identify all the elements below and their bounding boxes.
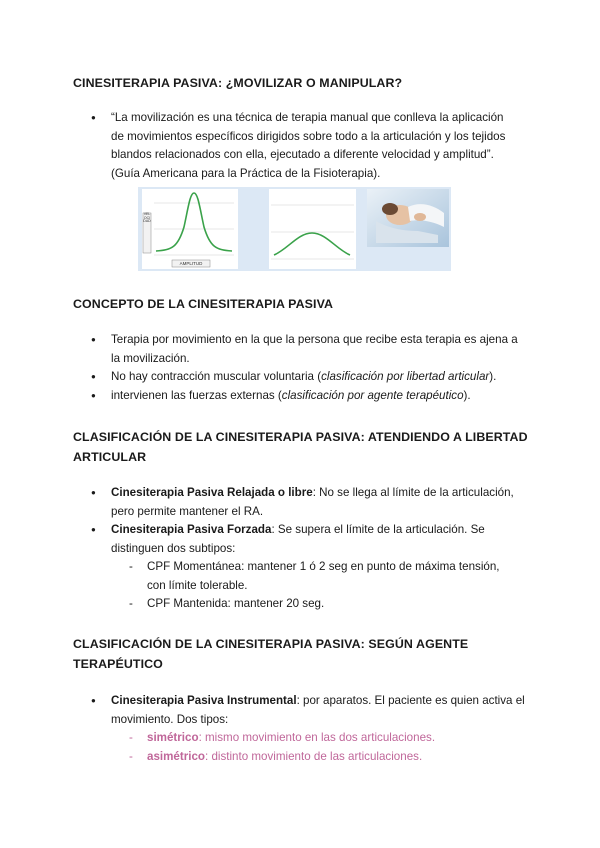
term-asimetrico: asimétrico [147, 749, 205, 763]
forzada-desc-1: : Se supera el límite de la articulación. Se [271, 523, 485, 536]
forzada-desc-2: distinguen dos subtipos: [111, 541, 236, 555]
relajada-desc-1: : No se llega al límite de la articulación, [312, 486, 514, 499]
quote-line-4: (Guía Americana para la Práctica de la Fisioterapia). [111, 166, 381, 180]
instrumental-sublist [127, 729, 541, 766]
quote-list [91, 109, 531, 183]
asimetrico-desc: : distinto movimiento de las articulaciones. [205, 749, 423, 763]
figure-graphics [138, 187, 451, 271]
concept-item-2-text: No hay contracción muscular voluntaria ( [111, 370, 322, 383]
concept-item-3-close: ). [463, 388, 471, 402]
agente-list [91, 692, 541, 766]
momentanea-line-1: - CPF Momentánea: mantener 1 ó 2 seg en punto de máxima tensión, [147, 560, 500, 573]
instrumental-desc-2: movimiento. Dos tipos: [111, 712, 229, 726]
quote-line-1: ● “La movilización es una técnica de terapia manual que conlleva la aplicación [111, 111, 504, 124]
middle-chart-panel [269, 189, 356, 269]
concept-item-1-line-2: la movilización. [111, 351, 190, 365]
libertad-list [91, 484, 541, 614]
term-instrumental: Cinesiterapia Pasiva Instrumental [111, 694, 297, 707]
simetrico-desc: : mismo movimiento en las dos articulaciones. [198, 731, 436, 744]
heading-line-2: ARTICULAR [73, 450, 147, 464]
sub-item-simetrico [127, 729, 541, 748]
quote-line-3: blandos relacionados con ella, ejecutado a diferente velocidad y amplitud”. [111, 148, 494, 161]
concept-item-2 [91, 368, 541, 387]
concept-item-2-close: ). [489, 370, 497, 383]
sub-item-momentanea [127, 558, 541, 595]
section-heading-movilizar: CINESITERAPIA PASIVA: ¿MOVILIZAR O MANIPULAR? [73, 76, 403, 90]
section-heading-libertad-articular [73, 427, 543, 467]
relajada-desc-2: pero permite mantener el RA. [111, 504, 264, 518]
quote-item [91, 109, 531, 183]
concept-item-1 [91, 331, 541, 368]
section-heading-agente-terapeutico [73, 634, 543, 674]
libertad-item-relajada [91, 484, 541, 521]
libertad-item-forzada [91, 521, 541, 614]
yaxis-label: VELOCIDAD [143, 212, 151, 224]
heading-line-2: TERAPÉUTICO [73, 657, 163, 671]
term-relajada: Cinesiterapia Pasiva Relajada o libre [111, 486, 313, 499]
instrumental-desc-1: : por aparatos. El paciente es quien activa el [296, 694, 525, 707]
sub-item-mantenida: - CPF Mantenida: mantener 20 seg. [127, 595, 541, 614]
heading-line-1: CLASIFICACIÓN DE LA CINESITERAPIA PASIVA: SEGÚN AGENTE [73, 637, 469, 651]
concept-item-3 [91, 387, 541, 406]
concept-item-3-text: intervienen las fuerzas externas ( [111, 388, 282, 402]
term-simetrico: simétrico [147, 731, 199, 744]
heading-line-1: CLASIFICACIÓN DE LA CINESITERAPIA PASIVA: ATENDIENDO A LIBERTAD [73, 430, 528, 444]
agente-item-instrumental [91, 692, 541, 766]
concept-item-3-italic: clasificación por agente terapéutico [281, 388, 464, 402]
concept-item-1-line-1: ● Terapia por movimiento en la que la persona que recibe esta terapia es ajena a [111, 333, 518, 346]
section-heading-concepto: CONCEPTO DE LA CINESITERAPIA PASIVA [73, 297, 334, 311]
momentanea-line-2: con límite tolerable. [147, 578, 248, 592]
term-forzada: Cinesiterapia Pasiva Forzada [111, 523, 272, 536]
quote-line-2: de movimientos específicos dirigidos sobre todo a la articulación y los tejidos [111, 129, 506, 143]
concept-item-2-italic: clasificación por libertad articular [321, 370, 490, 383]
forzada-sublist [127, 558, 541, 614]
sub-item-asimetrico [127, 748, 541, 767]
xaxis-label: AMPLITUD [179, 261, 203, 266]
concept-list [91, 331, 541, 405]
movement-figure [138, 187, 451, 271]
